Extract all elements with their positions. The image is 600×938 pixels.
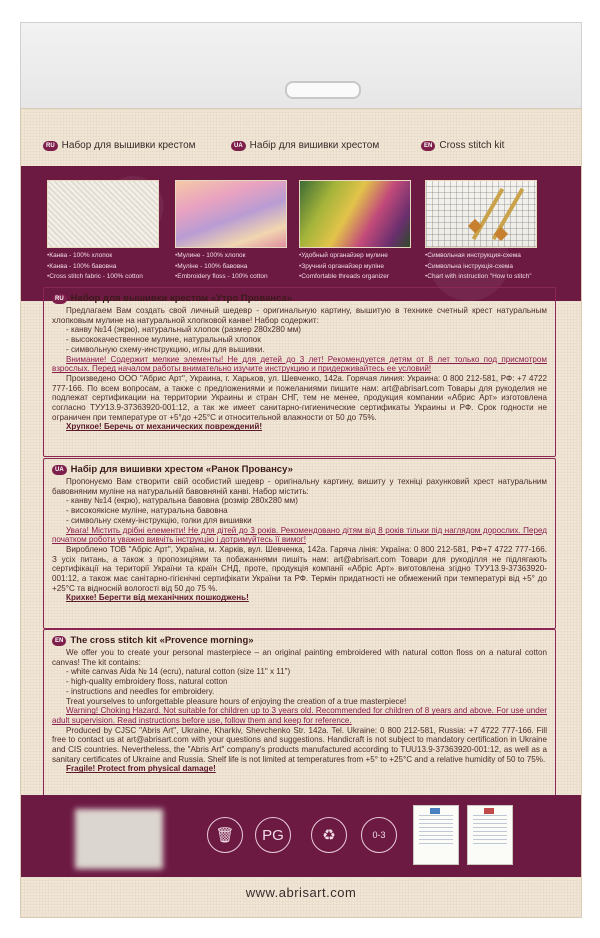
list-item: - символьную схему-инструкцию, иглы для вышивки. <box>66 344 265 354</box>
feature-list-canvas: • Канва - 100% хлопок • Канва - 100% бавовна • Cross stitch fabric - 100% cotton <box>47 251 143 283</box>
feature-list-organizer: • Удобный органайзер мулине • Зручний органайзер муліне • Comfortable threads organizer <box>299 251 389 283</box>
treat-en: Treat yourselves to unforgettable pleasure hours of enjoying the creation of a true masterpiece! <box>66 696 407 706</box>
description-en <box>43 629 556 813</box>
package-back <box>20 108 582 918</box>
fragile-ru: Хрупкое! Беречь от механических повреждений! <box>66 422 263 432</box>
title-en: EN The cross stitch kit «Provence morning» <box>52 636 547 646</box>
language-headers <box>43 140 563 156</box>
body-en: Produced by CJSC "Abris Art", Ukraine, Kharkiv, Shevchenko Str. 142a. Tel. Ukraine: 0 800 212-581, Russia: +7 4722 777-166. Fill free to contact us at art@abrisart.com with your questions and suggestions. Handicraft is not subject to mandatory certification in Ukraine and CIS countries. Nevertheless, the "Abris Art" company's products manufactured according to TUU13.9-37363920-001:12, as well as a sanitary certificates of Ukraine and Russia. Shelf life is not limited at temperatures from +5° to +25°C and a relative humidity of 50 to 75%. <box>52 725 547 764</box>
organizer-photo <box>299 180 411 248</box>
title-ua: UA Набір для вишивки хрестом «Ранок Провансу» <box>52 465 547 475</box>
kit-contents-band <box>21 166 581 301</box>
warning-en: Warning! Choking Hazard. Not suitable for children up to 3 years old. Recommended for children of 8 years and above. For use under adult supervision. Read instructions before use, follow them and keep for reference. <box>52 706 547 725</box>
feature-list-chart: • Символьная инструкция-схема • Символьна інструкція-схема • Chart with instruction "How to stitch" <box>425 251 532 283</box>
pg-certification-icon: PG <box>255 817 291 853</box>
list-item: - high-quality embroidery floss, natural cotton <box>66 677 228 687</box>
certificate-ru-image <box>467 805 513 865</box>
lang-badge-en: EN <box>52 636 66 646</box>
floss-photo <box>175 180 287 248</box>
list-item: - канву №14 (экрю), натуральный хлопок (размер 280x280 мм) <box>66 325 301 335</box>
trash-bin-icon: 🗑 <box>207 817 243 853</box>
hanger-slot <box>285 81 361 99</box>
header-en-text: Cross stitch kit <box>439 140 505 151</box>
header-ua <box>231 140 379 151</box>
lang-badge-ua: UA <box>52 465 67 475</box>
description-ua <box>43 458 556 629</box>
header-ru-text: Набор для вышивки крестом <box>61 140 196 151</box>
title-ru: RU Набор для вышивки крестом «Утро Прованса» <box>52 294 547 304</box>
warning-ua: Увага! Містить дрібні елементи! Не для дітей до 3 років. Рекомендовано дітям від 8 років тільки під наглядом дорослих. Перед початком роботи уважно вивчіть інструкцію і дотримуйтесь її вимог! <box>52 525 547 545</box>
canvas-photo <box>47 180 159 248</box>
list-item: - white canvas Aida № 14 (ecru), natural cotton (size 11" x 11") <box>66 667 291 677</box>
list-item: - символьну схему-інструкцію, голки для вишивки <box>66 515 252 525</box>
lang-badge-ru: RU <box>43 141 58 151</box>
barcode-blurred <box>75 809 163 869</box>
description-ru <box>43 287 556 457</box>
header-en <box>421 140 504 151</box>
list-item: - високоякісне муліне, натуральна бавовна <box>66 506 228 516</box>
hanger-tab <box>20 22 582 112</box>
header-ua-text: Набір для вишивки хрестом <box>249 140 380 151</box>
chart-photo <box>425 180 537 248</box>
bottom-band <box>21 795 581 877</box>
list-item: - instructions and needles for embroidery. <box>66 686 215 696</box>
warning-ru: Внимание! Содержит мелкие элементы! Не для детей до 3 лет! Рекомендуется детям от 8 лет только под присмотром взрослых. Перед началом работы внимательно изучите инструкцию и придерживайтесь ее условий! <box>52 354 547 374</box>
body-ru: Произведено ООО "Абрис Арт", Украина, г. Харьков, ул. Шевченко, 142а. Горячая линия: Украина: 0 800 212-581, РФ: +7 4722 777-166. По всем вопросам, а также с предложениями и пожеланиями пишите нам: art@abrisart.com Товары для рукоделия не подлежат сертификации на территории Украины и стран СНГ, тем не менее, продукция компании «Абрис Арт» изготовлена согласно ТУУ13.9-37363920-001:12, а так же имеет санитарно-гигиенические сертификаты Украины и РФ. Срок годности не ограничен при температуре от +5°до +25°С и относительной влажности от 50 до 75%. <box>52 373 547 422</box>
header-ru <box>43 140 196 151</box>
certificate-ua-image <box>413 805 459 865</box>
feature-list-floss: • Мулине - 100% хлопок • Муліне - 100% бавовна • Embroidery floss - 100% cotton <box>175 251 268 283</box>
intro-ru: Предлагаем Вам создать свой личный шедевр - оригинальную картину, вышитую в технике счетный крест натуральным хлопковым мулине на натуральной хлопковой канве! Набор содержит: <box>52 306 547 325</box>
website-url: www.abrisart.com <box>245 885 357 900</box>
fragile-ua: Крихке! Берегти від механічних пошкоджень! <box>66 593 249 603</box>
age-restriction-icon: 0-3 <box>361 817 397 853</box>
list-item: - высококачественное мулине, натуральный хлопок <box>66 335 261 345</box>
lang-badge-en: EN <box>421 141 435 151</box>
intro-ua: Пропонуємо Вам створити свій особистий шедевр - оригінальну картину, вишиту у техніці рахунковий хрест натуральним бавовняним муліне на натуральній бавовняній канві. Набор містить: <box>52 477 547 496</box>
intro-en: We offer you to create your personal masterpiece – an original painting embroidered with natural cotton floss on a natural cotton canvas! The kit contains: <box>52 648 547 667</box>
fragile-en: Fragile! Protect from physical damage! <box>66 764 216 774</box>
list-item: - канву №14 (екрю), натуральна бавовна (розмір 280x280 мм) <box>66 496 298 506</box>
body-ua: Виробленo ТОВ "Абріс Арт", Україна, м. Харків, вул. Шевченка, 142а. Гаряча лінія: Україна: 0 800 212-581, РФ+7 4722 777-166. З усіх питань, а також з пропозиціями та побажаннями пишіть нам: art@abrisart.com Товари для рукоділля не підлягають сертифікації на території України та країн СНД, проте, продукція компанії «Абріс Арт» виготовлена згідно ТУУ13.9-37363920-001:12, а також має санітарно-гігієнічні сертифікати України та РФ. Термін придатності не обмежений при температурі від +5° до +25°С та відносній вологості від 50 до 75 %. <box>52 544 547 593</box>
recycle-icon: ♻ <box>311 817 347 853</box>
lang-badge-ua: UA <box>231 141 246 151</box>
lang-badge-ru: RU <box>52 294 67 304</box>
